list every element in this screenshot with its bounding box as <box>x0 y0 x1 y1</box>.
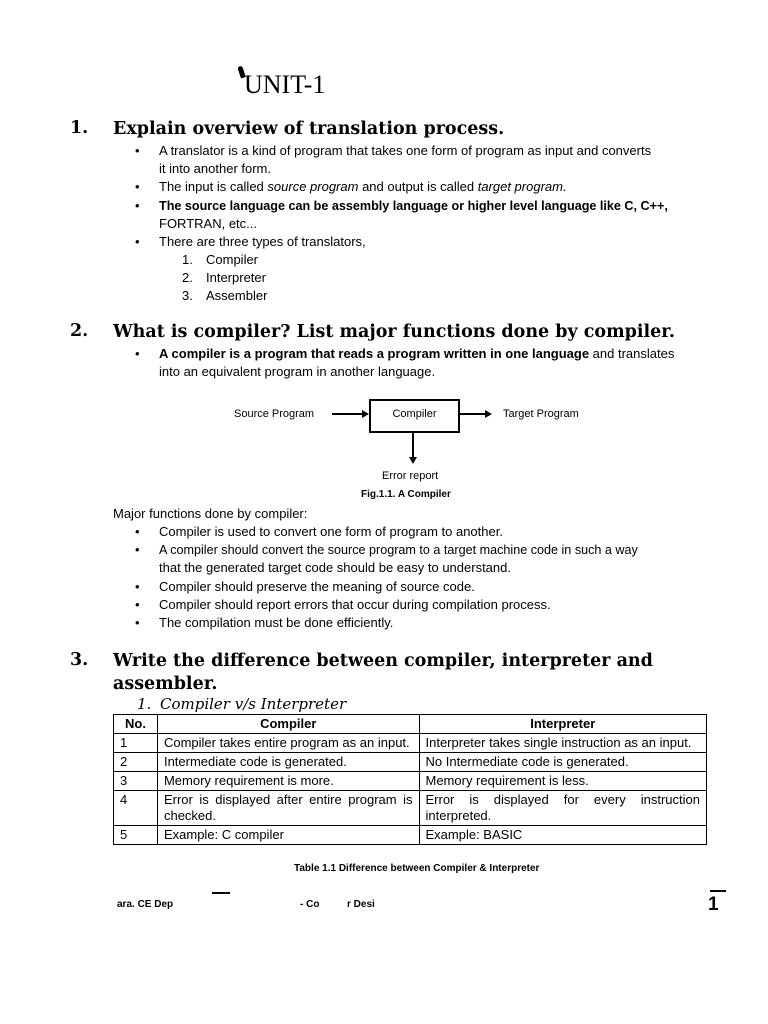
function-2-dot: • <box>135 542 140 557</box>
table-row <box>114 772 707 791</box>
figure-caption: Fig.1.1. A Compiler <box>361 489 451 500</box>
q3-number: 3. <box>70 650 89 670</box>
cell-interpreter: Memory requirement is less. <box>419 772 707 791</box>
cell-no: 2 <box>114 753 158 772</box>
footer-subject-a: - Co <box>300 899 320 910</box>
footer-mark-right <box>710 890 726 892</box>
translator-type-3-number: 3. <box>182 288 193 303</box>
function-1-dot: • <box>135 524 140 539</box>
q1-bullet-1-dot: • <box>135 143 140 158</box>
function-5-dot: • <box>135 615 140 630</box>
footer-subject-b: r Desi <box>347 899 375 910</box>
diagram-target-label: Target Program <box>503 408 579 420</box>
q2-def-line1: A compiler is a program that reads a program written in one language and translates <box>159 346 675 361</box>
q1-bullet-3-line1: The source language can be assembly language or higher level language like C, C++, <box>159 199 668 213</box>
header-interpreter: Interpreter <box>419 715 707 734</box>
translator-type-2-number: 2. <box>182 270 193 285</box>
cell-interpreter: No Intermediate code is generated. <box>419 753 707 772</box>
function-1: Compiler is used to convert one form of program to another. <box>159 524 503 539</box>
subheading-number: 1. <box>137 695 152 713</box>
q1-bullet-3-line2: FORTRAN, etc... <box>159 216 257 231</box>
table-row <box>114 753 707 772</box>
function-2-line2: that the generated target code should be easy to understand. <box>159 560 511 575</box>
target-arrow-head <box>485 410 492 418</box>
q2-number: 2. <box>70 321 89 341</box>
functions-intro: Major functions done by compiler: <box>113 506 308 521</box>
footer-mark-left <box>212 892 230 894</box>
translator-type-3: Assembler <box>206 288 268 303</box>
table-caption: Table 1.1 Difference between Compiler & Interpreter <box>294 863 540 874</box>
cell-interpreter: Interpreter takes single instruction as an input. <box>419 734 707 753</box>
table-row <box>114 826 707 845</box>
cell-no: 1 <box>114 734 158 753</box>
cell-interpreter: Error is displayed for every instruction interpreted. <box>419 791 707 826</box>
source-arrow-head <box>362 410 369 418</box>
function-4: Compiler should report errors that occur during compilation process. <box>159 597 551 612</box>
header-no: No. <box>114 715 158 734</box>
function-3: Compiler should preserve the meaning of source code. <box>159 579 475 594</box>
cell-compiler: Example: C compiler <box>157 826 419 845</box>
error-arrow-head <box>409 457 417 464</box>
cell-compiler: Memory requirement is more. <box>157 772 419 791</box>
q2-title: What is compiler? List major functions done by compiler. <box>113 322 675 342</box>
q1-bullet-2-dot: • <box>135 179 140 194</box>
function-5: The compilation must be done efficiently. <box>159 615 394 630</box>
q3-title-line1: Write the difference between compiler, interpreter and <box>113 651 653 671</box>
cell-compiler: Compiler takes entire program as an input. <box>157 734 419 753</box>
cell-compiler: Intermediate code is generated. <box>157 753 419 772</box>
cell-no: 5 <box>114 826 158 845</box>
cell-interpreter: Example: BASIC <box>419 826 707 845</box>
translator-type-1: Compiler <box>206 252 259 267</box>
q2-def-dot: • <box>135 346 140 361</box>
q1-bullet-3-dot: • <box>135 198 140 213</box>
page-number: 1 <box>708 894 719 915</box>
q1-bullet-4: There are three types of translators, <box>159 234 366 249</box>
q1-title: Explain overview of translation process. <box>113 119 505 139</box>
function-4-dot: • <box>135 597 140 612</box>
q1-bullet-2: The input is called source program and output is called target program. <box>159 179 567 194</box>
q1-bullet-1-line1: A translator is a kind of program that takes one form of program as input and converts <box>159 143 652 158</box>
compiler-box-label: Compiler <box>392 408 437 420</box>
q1-bullet-1-line2: it into another form. <box>159 161 271 176</box>
cell-no: 3 <box>114 772 158 791</box>
table-header-row <box>114 715 707 734</box>
diagram-error-label: Error report <box>382 470 439 482</box>
q1-bullet-4-dot: • <box>135 234 140 249</box>
table-row <box>114 791 707 826</box>
table-row <box>114 734 707 753</box>
subheading: Compiler v/s Interpreter <box>160 695 347 713</box>
comparison-table <box>113 714 707 845</box>
q3-title-line2: assembler. <box>113 674 218 694</box>
translator-type-2: Interpreter <box>206 270 266 285</box>
function-3-dot: • <box>135 579 140 594</box>
q1-number: 1. <box>70 118 89 138</box>
diagram-source-label: Source Program <box>234 408 315 420</box>
cell-no: 4 <box>114 791 158 826</box>
footer-dept: ara. CE Dep <box>117 899 174 910</box>
function-2-line1: A compiler should convert the source program to a target machine code in such a way <box>159 543 638 557</box>
translator-type-1-number: 1. <box>182 252 193 267</box>
cell-compiler: Error is displayed after entire program is checked. <box>157 791 419 826</box>
unit-title: UNIT-1 <box>244 70 326 99</box>
q2-def-line2: into an equivalent program in another language. <box>159 364 436 379</box>
header-compiler: Compiler <box>157 715 419 734</box>
